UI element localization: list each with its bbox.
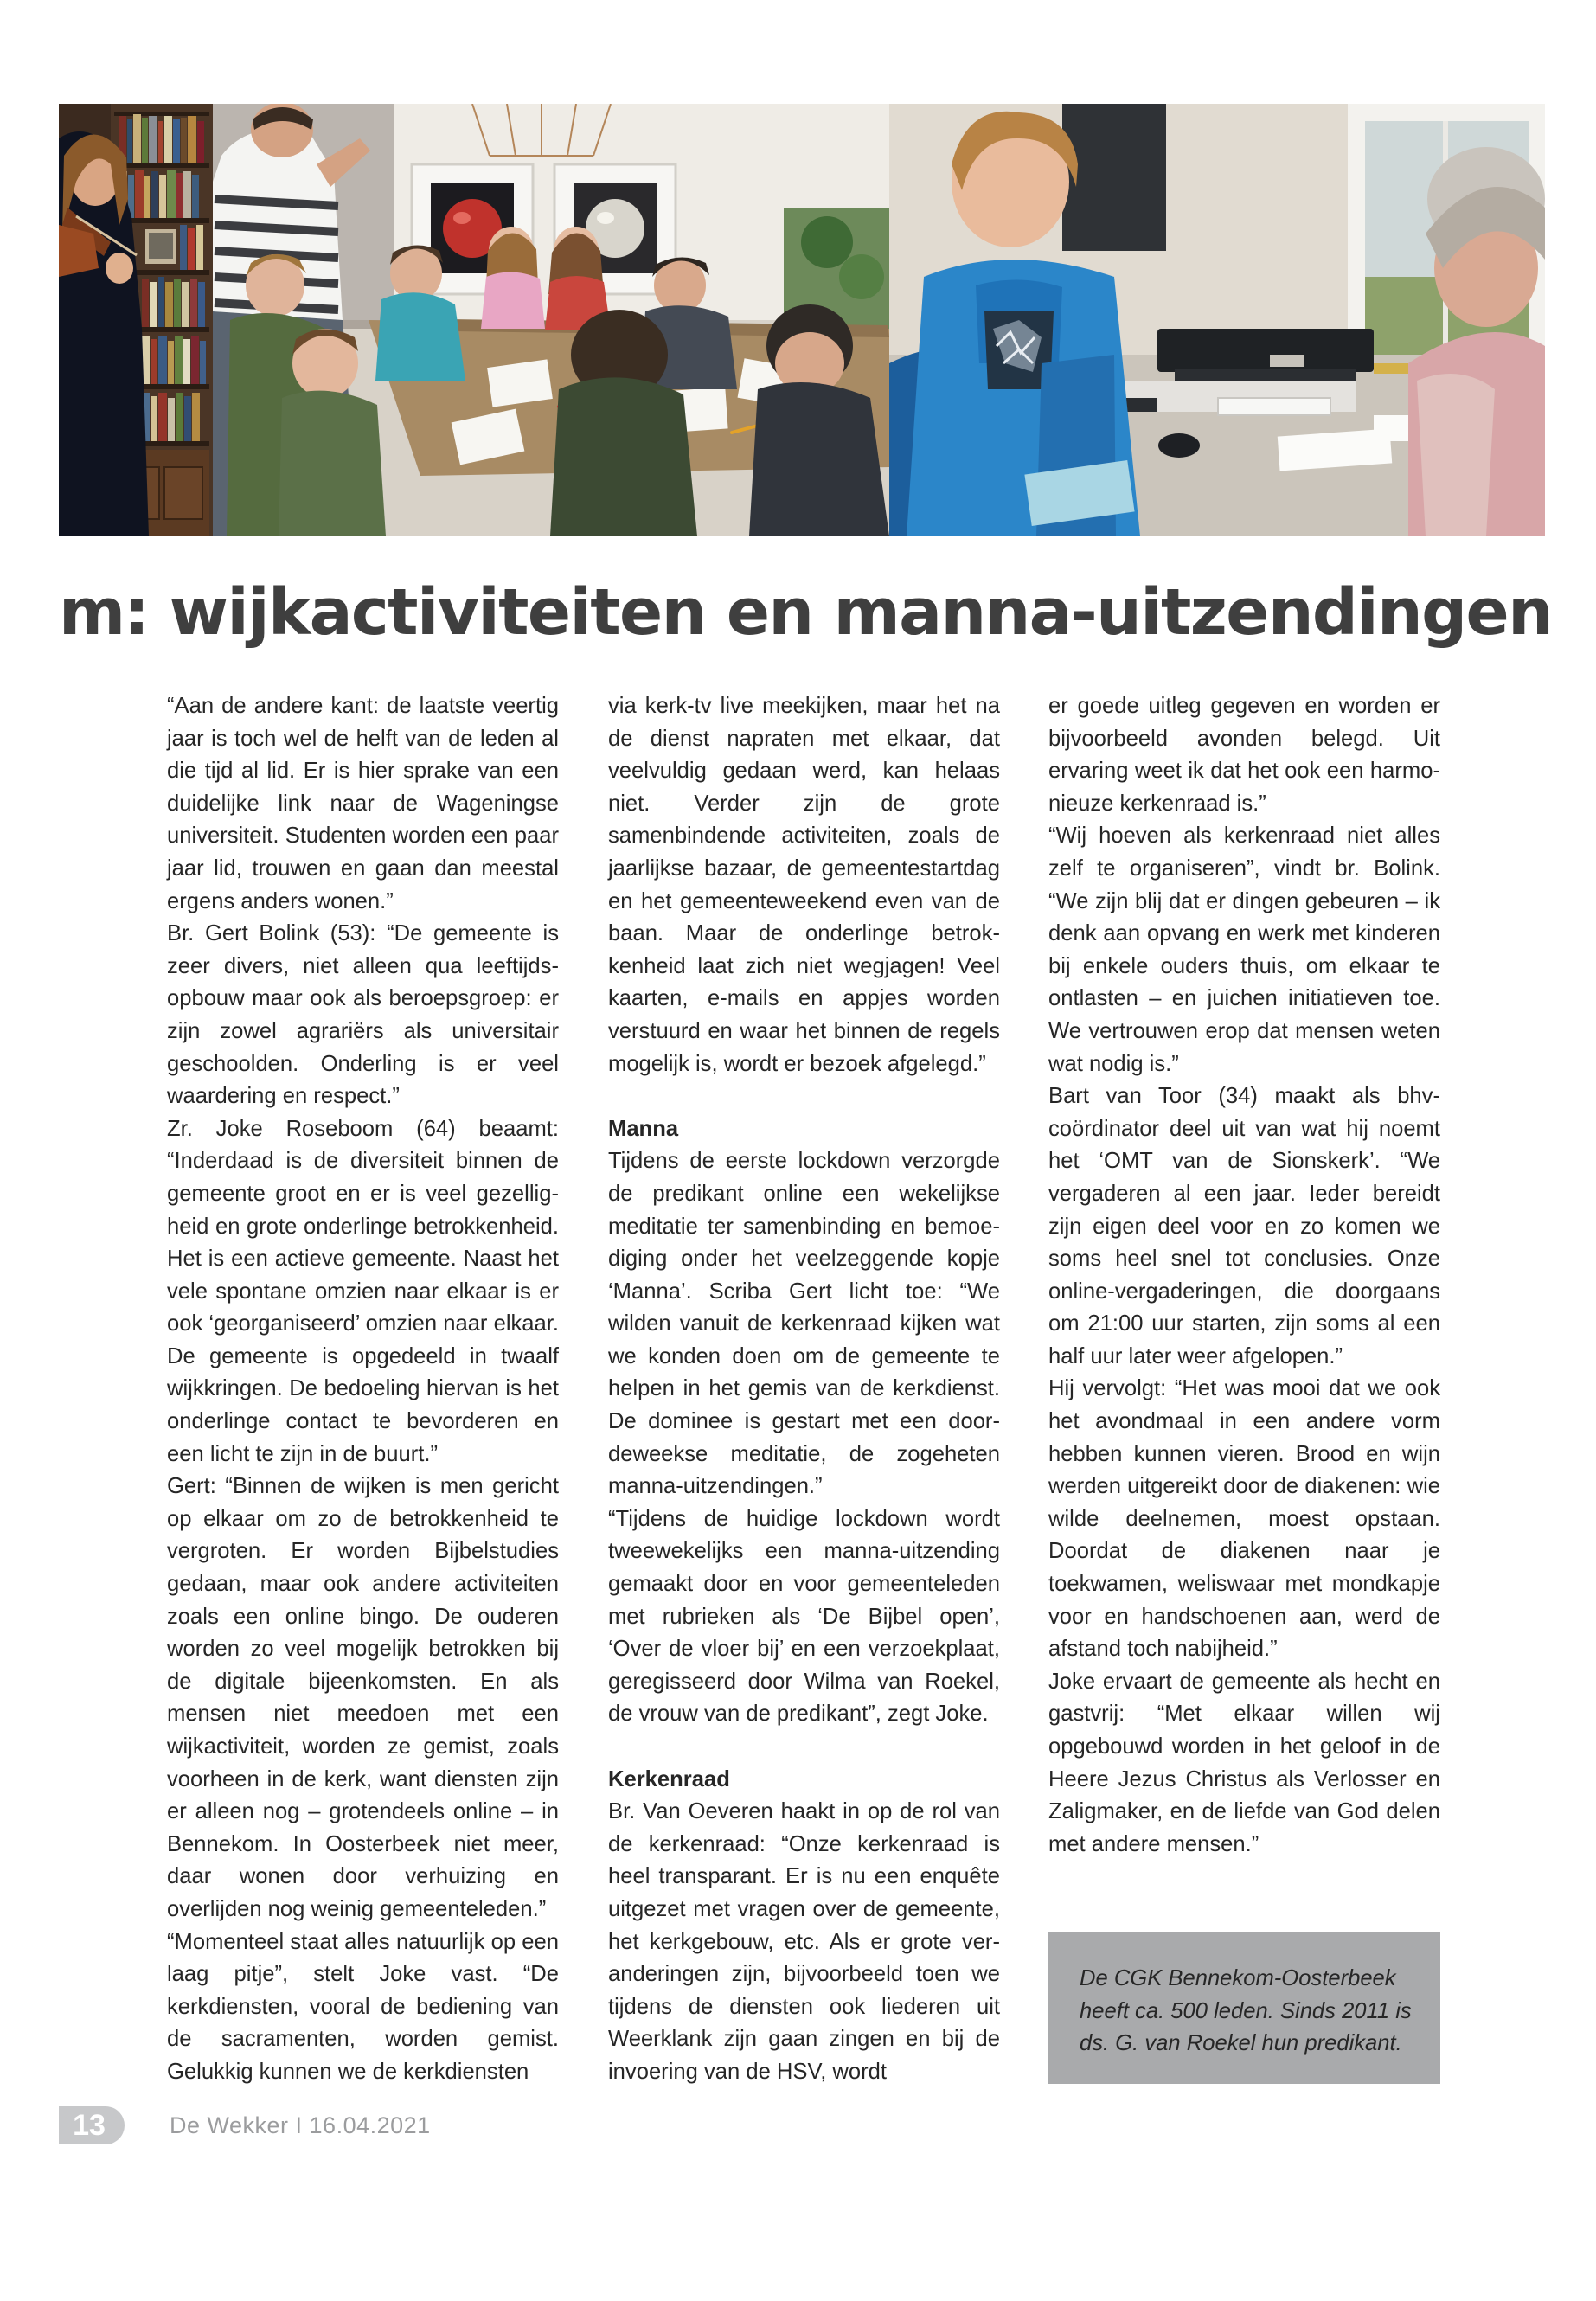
footer-publication: De Wekker I 16.04.2021: [170, 2112, 431, 2138]
paragraph: Br. Gert Bolink (53): “De gemeente is zeer divers, niet alleen qua leeftijdsopbouw maar ook als beroepsgroep: er zijn zowel agrariërs als universitair geschoolden. Onderling is er veel waardering en respect.”: [167, 921, 559, 1109]
paragraph: via kerk-tv live meekijken, maar het na de dienst napraten met elkaar, dat veelvuldig gedaan werd, kan helaas niet. Verder zijn de grote samenbindende activiteiten, zoals de jaarlijkse bazaar, de gemeentestartdag en het gemeenteweekend even van de baan. Maar de onderlinge betrokkenheid laat zich niet wegjagen! Veel kaarten, e-mails en appjes worden verstuurd en waar het binnen de regels mogelijk is, wordt er bezoek afgelegd.”: [608, 694, 1000, 1076]
paragraph: Bart van Toor (34) maakt als bhv-coördinator deel uit van wat hij noemt het ‘OMT van de Sionskerk’. “We vergaderen al een jaar. Ieder bereidt zijn eigen deel voor en zo komen we soms heel snel tot conclusies. Onze online-vergaderingen, die doorgaans om 21:00 uur starten, zijn soms al een half uur later weer afgelopen.”: [1048, 1084, 1440, 1368]
paragraph: Tijdens de eerste lockdown verzorgde de predikant online een wekelijkse meditatie ter samenbinding en bemoediging onder het veelzeggende kopje ‘Manna’. Scriba Gert licht toe: “We wilden vanuit de kerkenraad kijken wat we konden doen om de gemeente te helpen in het gemis van de kerkdienst. De dominee is gestart met een doordeweekse meditatie, de zogeheten manna-uitzendingen.”: [608, 1149, 1000, 1499]
paragraph: Gert: “Binnen de wijken is men gericht op elkaar om zo de betrokkenheid te vergroten. Er worden Bijbelstudies gedaan, maar ook andere activiteiten zoals een online bingo. De ouderen worden zo veel mogelijk betrokken bij de digitale bijeenkomsten. En als mensen niet meedoen met een wijkactiviteit, worden ze gemist, zoals voorheen in de kerk, want diensten zijn er alleen nog – grotendeels online – in Bennekom. In Oosterbeek niet meer, daar wonen door verhuizing en overlijden nog weinig gemeenteleden.”: [167, 1474, 559, 1921]
text-column-3: [1048, 690, 1440, 1861]
paragraph: er goede uitleg gegeven en worden er bijvoorbeeld avonden belegd. Uit ervaring weet ik dat het ook een harmonieuze kerkenraad is.”: [1048, 694, 1440, 816]
paragraph: “Aan de andere kant: de laatste veertig jaar is toch wel de helft van de leden al die tijd al lid. Er is hier sprake van een duidelijke link naar de Wageningse universiteit. Studenten worden een paar jaar lid, trouwen en gaan dan meestal ergens anders wonen.”: [167, 694, 559, 913]
text-column-1: [167, 690, 559, 2089]
photo-violin-girl: [59, 104, 213, 536]
paragraph: Zr. Joke Roseboom (64) beaamt: “Inderdaad is de diversiteit binnen de gemeente groot en er is veel gezelligheid en grote onderlinge betrokkenheid. Het is een actieve gemeente. Naast het vele spontane omzien naar elkaar is er ook ‘georganiseerd’ omzien naar elkaar. De gemeente is opgedeeld in twaalf wijkkringen. De bedoeling hiervan is het onderlinge contact te bevorderen en een licht te zijn in de buurt.”: [167, 1116, 559, 1466]
text-column-2: [608, 690, 1000, 2089]
article-headline: m: wijkactiviteiten en manna-uitzendingen: [59, 575, 1553, 650]
photo-children-at-table: [213, 104, 889, 536]
paragraph: “Wij hoeven als kerkenraad niet alles zelf te organiseren”, vindt br. Bolink. “We zijn blij dat er dingen gebeuren – ik denk aan opvang en werk met kinderen bij enkele ouders thuis, om elkaar te ontlasten – en juichen initiatieven toe. We vertrouwen erop dat mensen weten wat nodig is.”: [1048, 824, 1440, 1076]
page-number: 13: [59, 2106, 125, 2144]
photo-band: [59, 104, 1545, 536]
paragraph: Br. Van Oeveren haakt in op de rol van de kerkenraad: “Onze kerkenraad is heel transparant. Er is nu een enquête uitgezet met vragen over de gemeente, het kerkgebouw, etc. Als er grote veranderingen zijn, bijvoorbeeld toen we tijdens de diensten ook liederen uit Weerklank zijn gaan zingen en bij de invoering van de HSV, wordt: [608, 1799, 1000, 2084]
info-box: De CGK Bennekom-Oosterbeek heeft ca. 500 leden. Sinds 2011 is ds. G. van Roekel hun predikant.: [1048, 1932, 1440, 2084]
paragraph: “Tijdens de huidige lockdown wordt tweewekelijks een manna-uitzending gemaakt door en voor gemeenteleden met rubrieken als ‘De Bijbel open’, ‘Over de vloer bij’ en een verzoekplaat, geregisseerd door Wilma van Roekel, de vrouw van de predikant”, zegt Joke.: [608, 1506, 1000, 1727]
paragraph: Hij vervolgt: “Het was mooi dat we ook het avondmaal in een andere vorm hebben kunnen vieren. Brood en wijn werden uitgereikt door de diakenen: wie wilde deelnemen, moest opstaan. Doordat de diakenen naar je toekwamen, weliswaar met mondkapje voor en handschoenen aan, werd de afstand toch nabijheid.”: [1048, 1376, 1440, 1662]
paragraph: Joke ervaart de gemeente als hecht en gastvrij: “Met elkaar willen wij opgebouwd worden in het geloof in de Heere Jezus Christus als Verlosser en Zaligmaker, en de liefde van God delen met andere mensen.”: [1048, 1669, 1440, 1856]
photo-boy-and-woman: [889, 104, 1545, 536]
section-heading: Kerkenraad: [608, 1766, 730, 1791]
section-heading: Manna: [608, 1116, 679, 1141]
paragraph: “Momenteel staat alles natuurlijk op een laag pitje”, stelt Joke vast. “De kerkdiensten, vooral de bediening van de sacramenten, worden gemist. Gelukkig kunnen we de kerkdiensten: [167, 1929, 559, 2084]
